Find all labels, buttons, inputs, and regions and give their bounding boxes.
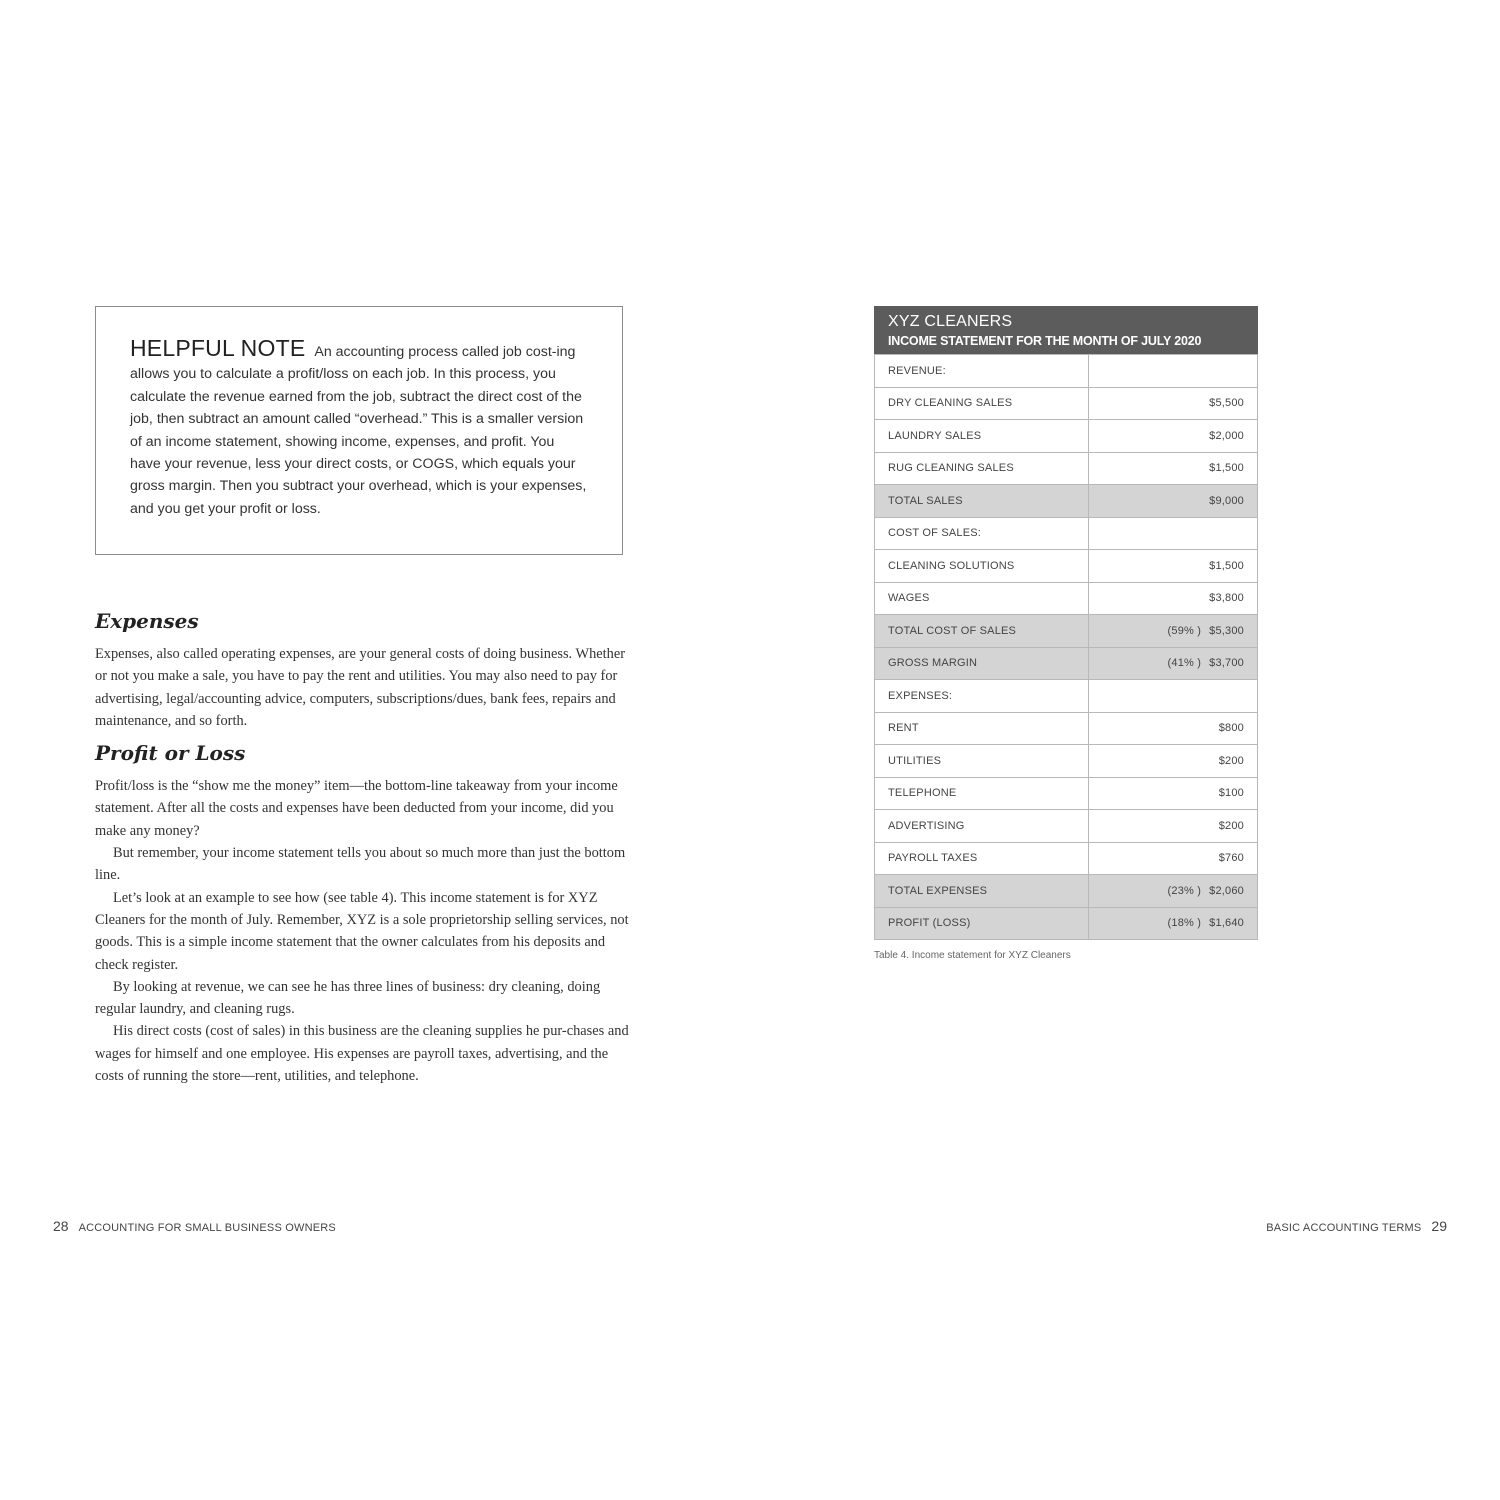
row-label: WAGES [875, 582, 1089, 615]
profit-loss-paragraph: Profit/loss is the “show me the money” item—the bottom-line takeaway from your income statement. After all the costs and expenses have been deducted from your income, did you make any money? [95, 778, 618, 839]
row-value: $100 [1218, 787, 1244, 800]
table-row [875, 810, 1258, 843]
row-percent: (59% ) [1167, 624, 1202, 637]
row-value-cell [1089, 615, 1258, 648]
row-value: $5,300 [1209, 624, 1244, 637]
row-percent: (41% ) [1167, 657, 1202, 670]
expenses-paragraph: Expenses, also called operating expenses, are your general costs of doing business. Whether or not you make a sale, you have to pay the rent and utilities. You may also need to pay for advertising, legal/accounting advice, computers, subscriptions/dues, bank fees, repairs and maintenance, and so forth. [95, 646, 626, 729]
row-label: TOTAL COST OF SALES [875, 615, 1089, 648]
row-value-cell [1089, 810, 1258, 843]
row-label: PAYROLL TAXES [875, 842, 1089, 875]
table-subtitle: INCOME STATEMENT FOR THE MONTH OF JULY 2020 [888, 334, 1202, 348]
profit-loss-paragraph: His direct costs (cost of sales) in this business are the cleaning supplies he pur-chases and wages for himself and one employee. His expenses are payroll taxes, advertising, and the costs of running the store—rent, utilities, and telephone. [95, 1023, 629, 1085]
table-row [875, 420, 1258, 453]
right-running-head: BASIC ACCOUNTING TERMS [1266, 1222, 1422, 1234]
table-row [875, 615, 1258, 648]
row-label: TOTAL SALES [875, 485, 1089, 518]
row-label: PROFIT (LOSS) [875, 907, 1089, 940]
row-value: $760 [1218, 852, 1244, 865]
row-label: LAUNDRY SALES [875, 420, 1089, 453]
row-value: $800 [1218, 722, 1244, 735]
table-row [875, 452, 1258, 485]
row-label: REVENUE: [875, 355, 1089, 388]
row-label: COST OF SALES: [875, 517, 1089, 550]
table-row [875, 745, 1258, 778]
footer-left [53, 1218, 336, 1236]
row-value-cell [1089, 452, 1258, 485]
right-page-number: 29 [1431, 1218, 1447, 1234]
row-label: CLEANING SOLUTIONS [875, 550, 1089, 583]
income-statement-table-wrap [874, 306, 1258, 961]
row-value-cell [1089, 355, 1258, 388]
row-value: $1,500 [1209, 462, 1244, 475]
row-value-cell [1089, 712, 1258, 745]
row-value: $2,000 [1209, 429, 1244, 442]
row-value-cell [1089, 420, 1258, 453]
table-caption: Table 4. Income statement for XYZ Cleaners [874, 950, 1071, 961]
row-value: $3,800 [1209, 592, 1244, 605]
row-value-cell [1089, 485, 1258, 518]
table-row [875, 355, 1258, 388]
row-percent: (23% ) [1167, 884, 1202, 897]
table-row [875, 550, 1258, 583]
profit-loss-paragraph: But remember, your income statement tells you about so much more than just the bottom line. [95, 845, 626, 884]
expenses-heading: Expenses [95, 609, 199, 633]
table-title: XYZ CLEANERS [888, 313, 1013, 330]
left-page-number: 28 [53, 1218, 69, 1234]
table-row [875, 875, 1258, 908]
row-value-cell [1089, 680, 1258, 713]
footer-right [1266, 1218, 1447, 1236]
income-statement-table [874, 354, 1258, 940]
row-label: UTILITIES [875, 745, 1089, 778]
row-label: TELEPHONE [875, 777, 1089, 810]
row-percent: (18% ) [1167, 917, 1202, 930]
row-value-cell [1089, 647, 1258, 680]
row-value: $200 [1218, 754, 1244, 767]
table-row [875, 387, 1258, 420]
row-value-cell [1089, 517, 1258, 550]
profit-loss-paragraph: By looking at revenue, we can see he has three lines of business: dry cleaning, doing regular laundry, and cleaning rugs. [95, 978, 601, 1018]
table-header [874, 306, 1258, 354]
row-value-cell [1089, 842, 1258, 875]
row-value-cell [1089, 875, 1258, 908]
row-value-cell [1089, 582, 1258, 615]
row-label: EXPENSES: [875, 680, 1089, 713]
table-row [875, 582, 1258, 615]
row-value: $5,500 [1209, 397, 1244, 410]
row-value-cell [1089, 745, 1258, 778]
table-row [875, 712, 1258, 745]
row-value: $9,000 [1209, 494, 1244, 507]
table-row [875, 485, 1258, 518]
table-row [875, 680, 1258, 713]
table-row [875, 842, 1258, 875]
table-row [875, 517, 1258, 550]
row-label: ADVERTISING [875, 810, 1089, 843]
row-value: $1,500 [1209, 559, 1244, 572]
row-value-cell [1089, 907, 1258, 940]
row-value: $1,640 [1209, 917, 1244, 930]
table-row [875, 907, 1258, 940]
table-row [875, 777, 1258, 810]
row-label: TOTAL EXPENSES [875, 875, 1089, 908]
row-value: $3,700 [1209, 657, 1244, 670]
profit-loss-paragraph: Let’s look at an example to see how (see table 4). This income statement is for XYZ Cleaners for the month of July. Remember, XYZ is a sole proprietorship selling services, not goods. This is a simple income statement that the owner calculates from his deposits and check register. [95, 889, 629, 973]
row-label: DRY CLEANING SALES [875, 387, 1089, 420]
row-label: RUG CLEANING SALES [875, 452, 1089, 485]
left-column [95, 606, 635, 1087]
helpful-note-paragraph [130, 337, 588, 520]
row-value: $2,060 [1209, 884, 1244, 897]
helpful-note-box [95, 306, 623, 555]
row-value-cell [1089, 777, 1258, 810]
profit-loss-heading: Profit or Loss [95, 741, 246, 766]
row-label: GROSS MARGIN [875, 647, 1089, 680]
row-value-cell [1089, 550, 1258, 583]
row-value-cell [1089, 387, 1258, 420]
helpful-note-text: An accounting process called job cost-ing allows you to calculate a profit/loss on each job. In this process, you calculate the revenue earned from the job, subtract the direct cost of the job, then subtract an amount called “overhead.” This is a smaller version of an income statement, showing income, expenses, and profit. You have your revenue, less your direct costs, or COGS, which equals your gross margin. Then you subtract your overhead, which is your expenses, and you get your profit or loss. [130, 344, 587, 517]
table-row [875, 647, 1258, 680]
row-value: $200 [1218, 819, 1244, 832]
helpful-note-title: HELPFUL NOTE [130, 335, 306, 361]
left-running-head: ACCOUNTING FOR SMALL BUSINESS OWNERS [78, 1222, 336, 1234]
row-label: RENT [875, 712, 1089, 745]
